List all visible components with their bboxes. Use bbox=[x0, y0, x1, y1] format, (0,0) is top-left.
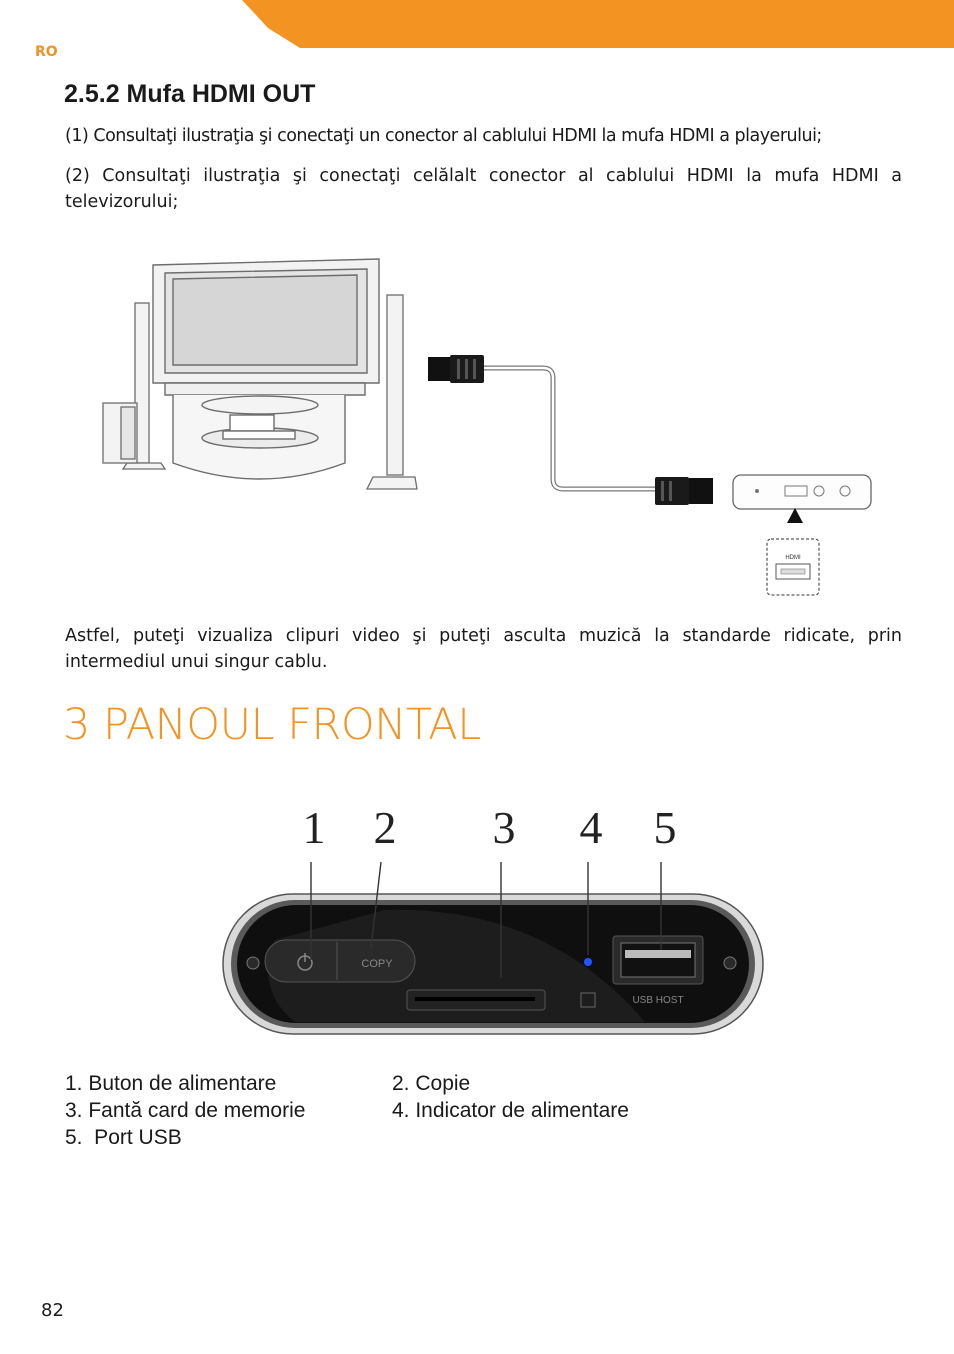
legend-right-column bbox=[392, 1070, 629, 1124]
player-rear-panel bbox=[733, 475, 871, 509]
legend-left-column bbox=[65, 1070, 305, 1151]
copy-label: COPY bbox=[361, 958, 393, 970]
hdmi-port-zoom bbox=[767, 539, 819, 595]
tv-icon bbox=[153, 259, 379, 479]
legend-item: 2. Copie bbox=[392, 1072, 471, 1095]
hdmi-plug-icon bbox=[428, 355, 484, 383]
legend-item: 1. Buton de alimentare bbox=[65, 1072, 277, 1095]
legend-item: 3. Fantă card de memorie bbox=[65, 1099, 306, 1122]
hdmi-connection-illustration bbox=[95, 255, 885, 600]
callout-2: 2 bbox=[373, 802, 397, 853]
language-tag: RO bbox=[35, 44, 58, 60]
callout-5: 5 bbox=[653, 802, 677, 853]
front-panel-illustration bbox=[215, 790, 770, 1040]
media-player-device bbox=[223, 894, 763, 1034]
legend-item: 4. Indicator de alimentare bbox=[392, 1099, 629, 1122]
arrow-up-icon bbox=[787, 508, 803, 523]
summary-paragraph: Astfel, puteţi vizualiza clipuri video şi puteţi asculta muzică la standarde ridicate, prin intermediul unui singur cablu. bbox=[65, 626, 902, 672]
hdmi-cable bbox=[483, 368, 660, 489]
usb-host-label: USB HOST bbox=[632, 995, 684, 1006]
callout-1: 1 bbox=[302, 802, 326, 853]
hdmi-plug-icon bbox=[655, 477, 713, 505]
section-title: 2.5.2 Mufa HDMI OUT bbox=[64, 80, 316, 108]
chapter-title: 3 PANOUL FRONTAL bbox=[63, 700, 481, 750]
instruction-step-2: (2) Consultaţi ilustraţia şi conectaţi celălalt conector al cablului HDMI la mufa HDMI a televizorului; bbox=[65, 166, 902, 212]
legend-item: 5. Port USB bbox=[65, 1126, 182, 1149]
callout-3: 3 bbox=[492, 802, 516, 853]
instruction-step-1: (1) Consultaţi ilustraţia şi conectaţi un conector al cablului HDMI la mufa HDMI a playerului; bbox=[65, 126, 822, 146]
page-number: 82 bbox=[41, 1300, 64, 1321]
callout-4: 4 bbox=[579, 802, 603, 853]
hdmi-port-label: HDMI bbox=[785, 555, 801, 561]
header-accent-bar bbox=[0, 0, 954, 48]
